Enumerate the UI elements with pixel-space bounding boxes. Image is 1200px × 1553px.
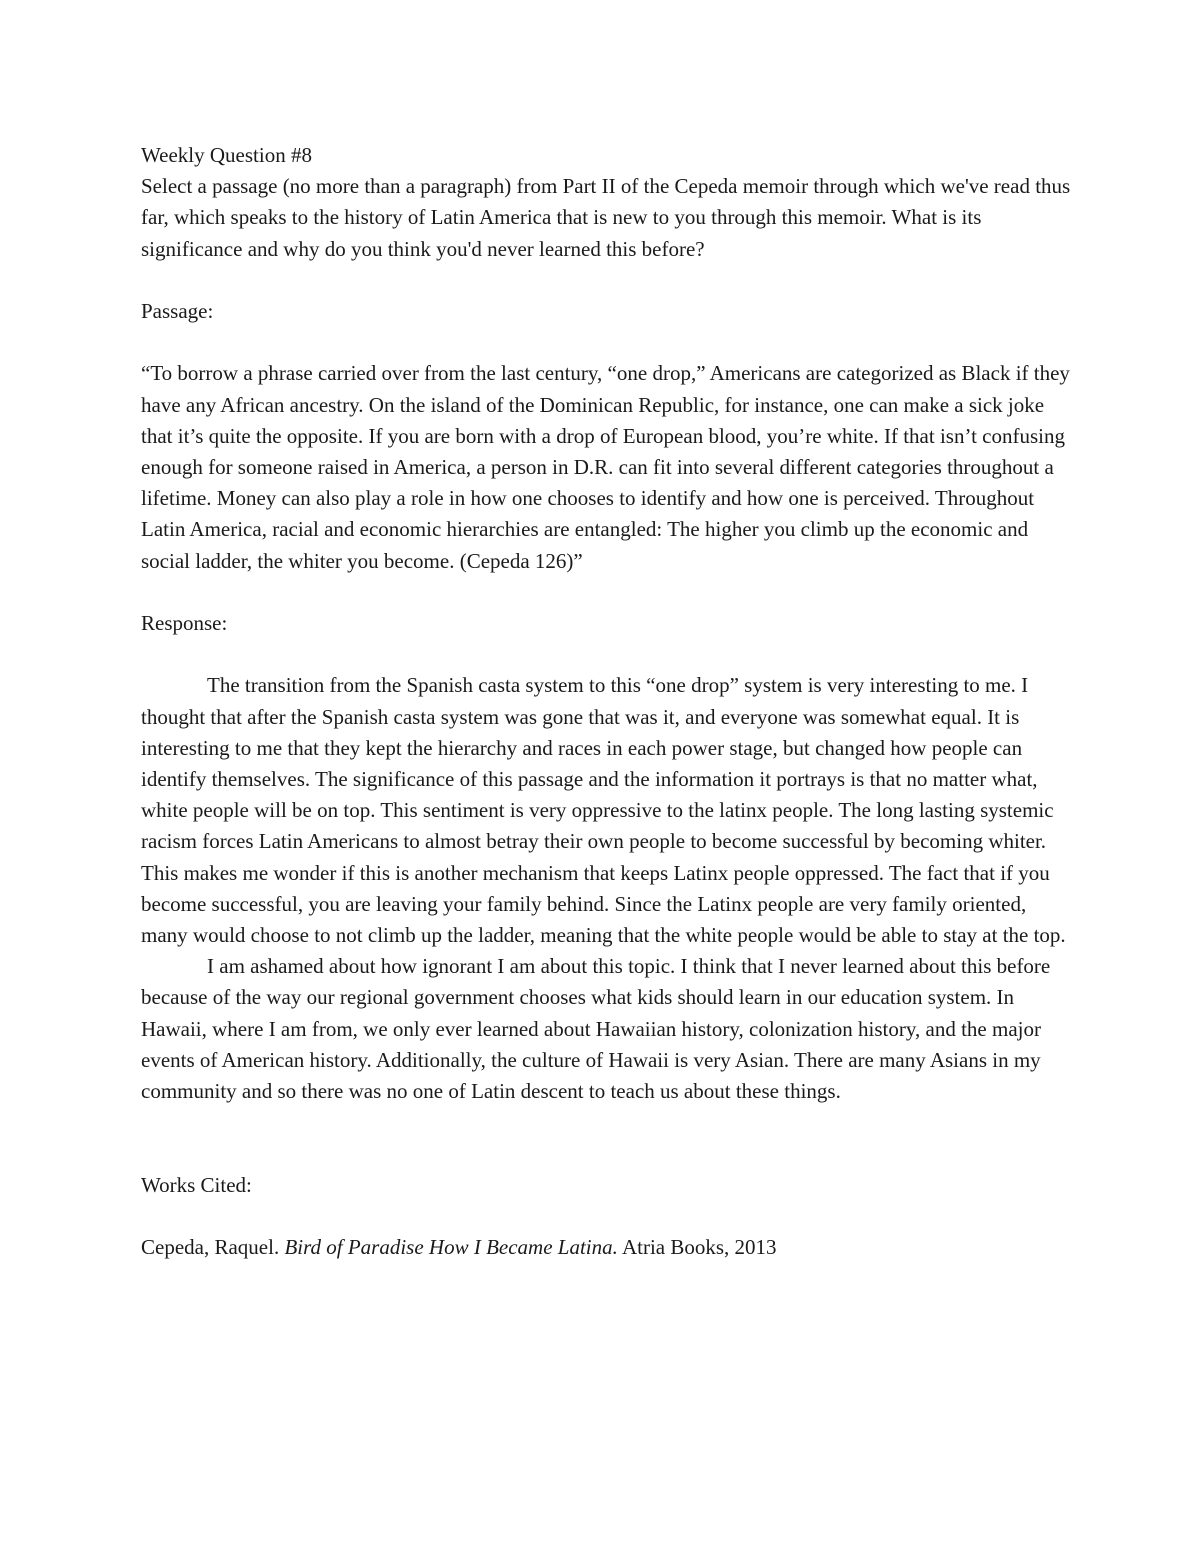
spacer [141,577,1071,608]
citation-entry [141,1232,1071,1263]
citation-book-title: Bird of Paradise How I Became Latina. [284,1235,618,1260]
response-paragraph-1: The transition from the Spanish casta system to this “one drop” system is very interesting to me. I thought that after the Spanish casta system was gone that was it, and everyone was somewhat equal. It is interesting to me that they kept the hierarchy and races in each power stage, but changed how people can identify themselves. The significance of this passage and the information it portrays is that no matter what, white people will be on top. This sentiment is very oppressive to the latinx people. The long lasting systemic racism forces Latin Americans to almost betray their own people to become successful by becoming whiter. This makes me wonder if this is another mechanism that keeps Latinx people oppressed. The fact that if you become successful, you are leaving your family behind. Since the Latinx people are very family oriented, many would choose to not climb up the ladder, meaning that the white people would be able to stay at the top. [141,673,1066,948]
response-paragraph-2: I am ashamed about how ignorant I am about this topic. I think that I never learned about this before because of the way our regional government chooses what kids should learn in our education system. In Hawaii, where I am from, we only ever learned about Hawaiian history, colonization history, and the major events of American history. Additionally, the culture of Hawaii is very Asian. There are many Asians in my community and so there was no one of Latin descent to teach us about these things. [141,954,1051,1104]
works-cited-label: Works Cited: [141,1172,252,1197]
spacer [141,639,1071,670]
passage-label: Passage: [141,299,214,323]
assignment-title: Weekly Question #8 [141,143,312,167]
response-label: Response: [141,611,228,635]
citation-publisher: Atria Books, 2013 [621,1235,777,1260]
passage-quote: “To borrow a phrase carried over from the last century, “one drop,” Americans are categorized as Black if they have any African ancestry. On the island of the Dominican Republic, for instance, one can make a sick joke that it’s quite the opposite. If you are born with a drop of European blood, you’re white. If that isn’t confusing enough for someone raised in America, a person in D.R. can fit into several different categories throughout a lifetime. Money can also play a role in how one chooses to identify and how one is perceived. Throughout Latin America, racial and economic hierarchies are entangled: The higher you climb up the economic and social ladder, the whiter you become. (Cepeda 126)” [141,361,1070,573]
spacer [141,1201,1071,1232]
document-body [141,140,1071,1263]
spacer [141,327,1071,358]
spacer [141,1107,1071,1169]
assignment-prompt: Select a passage (no more than a paragraph) from Part II of the Cepeda memoir through which we've read thus far, which speaks to the history of Latin America that is new to you through this memoir. What is its significance and why do you think you'd never learned this before? [141,174,1071,261]
citation-author: Cepeda, Raquel. [141,1235,280,1260]
spacer [141,265,1071,296]
